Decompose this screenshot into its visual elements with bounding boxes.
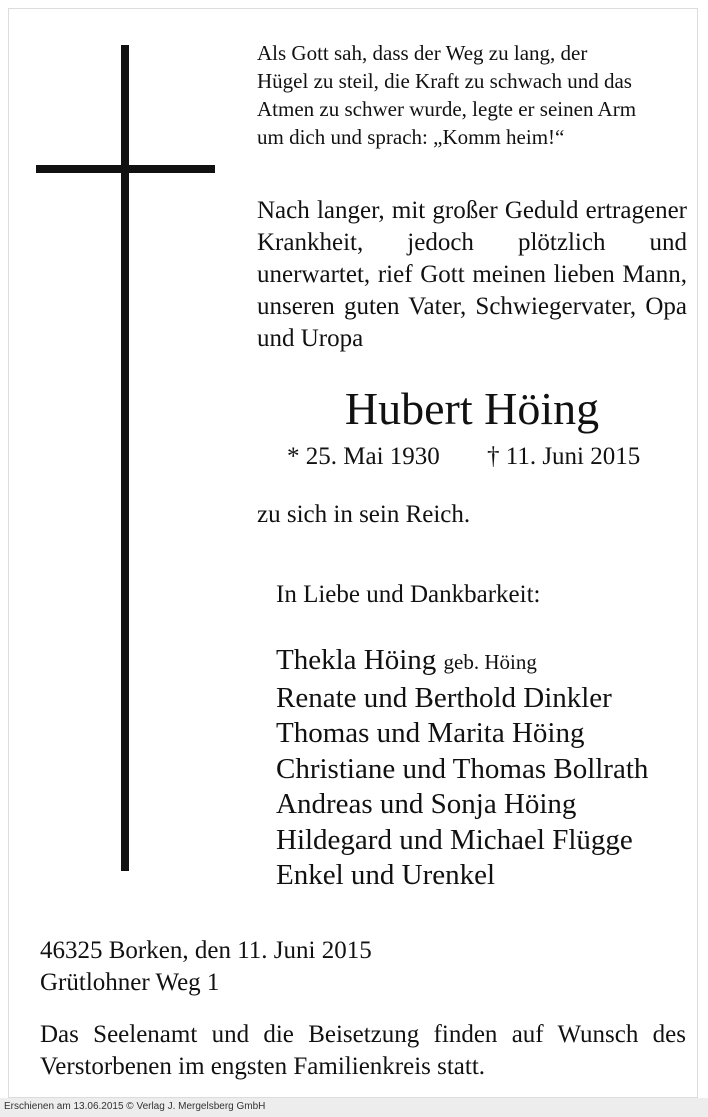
list-item	[276, 787, 696, 823]
poem-line: Atmen zu schwer wurde, legte er seinen Arm	[257, 97, 637, 121]
mourner-note: geb. Höing	[443, 650, 537, 674]
list-item	[276, 716, 696, 752]
death-date: † 11. Juni 2015	[487, 443, 641, 470]
mourners-list	[276, 643, 696, 894]
mourner-name: Andreas und Sonja Höing	[276, 788, 577, 820]
mourner-name: Hildegard und Michael Flügge	[276, 823, 633, 856]
mourner-name: Christiane und Thomas Bollrath	[276, 752, 649, 785]
deceased-name: Hubert Höing	[344, 383, 600, 434]
death-notice	[8, 8, 698, 1098]
list-item	[276, 823, 696, 859]
poem-line: Hügel zu steil, die Kraft zu schwach und das	[257, 69, 632, 93]
mourner-name: Thekla Höing	[276, 644, 437, 676]
address-place-date: 46325 Borken, den 11. Juni 2015	[40, 937, 372, 964]
mourner-name: Thomas und Marita Höing	[276, 717, 585, 749]
list-item	[276, 681, 696, 717]
list-item	[276, 752, 696, 788]
list-item	[276, 643, 696, 681]
publication-credit: Erschienen am 13.06.2015 © Verlag J. Mergelsberg GmbH	[4, 1101, 266, 1112]
poem-line: Als Gott sah, dass der Weg zu lang, der	[257, 41, 588, 65]
intro-text: Nach langer, mit großer Geduld ertragener Krankheit, jedoch plötzlich und unerwartet, rief Gott meinen lieben Mann, unseren guten Vater, Schwiegervater, Opa und Uropa	[257, 197, 687, 352]
address-street: Grütlohner Weg 1	[40, 969, 220, 996]
birth-date: * 25. Mai 1930	[287, 443, 440, 470]
mourner-name: Renate und Berthold Dinkler	[276, 681, 612, 714]
closing-text: zu sich in sein Reich.	[257, 501, 471, 528]
poem	[257, 39, 697, 151]
mourner-name: Enkel und Urenkel	[276, 859, 496, 891]
funeral-note: Das Seelenamt und die Beisetzung finden auf Wunsch des Verstorbenen im engsten Familienkreis statt.	[40, 1021, 686, 1080]
address	[40, 935, 440, 999]
cross-horizontal-beam	[36, 165, 215, 173]
footer-bar	[0, 1098, 708, 1117]
list-item	[276, 858, 696, 894]
poem-line: um dich und sprach: „Komm heim!“	[257, 125, 565, 149]
mourners-heading: In Liebe und Dankbarkeit:	[276, 581, 541, 608]
